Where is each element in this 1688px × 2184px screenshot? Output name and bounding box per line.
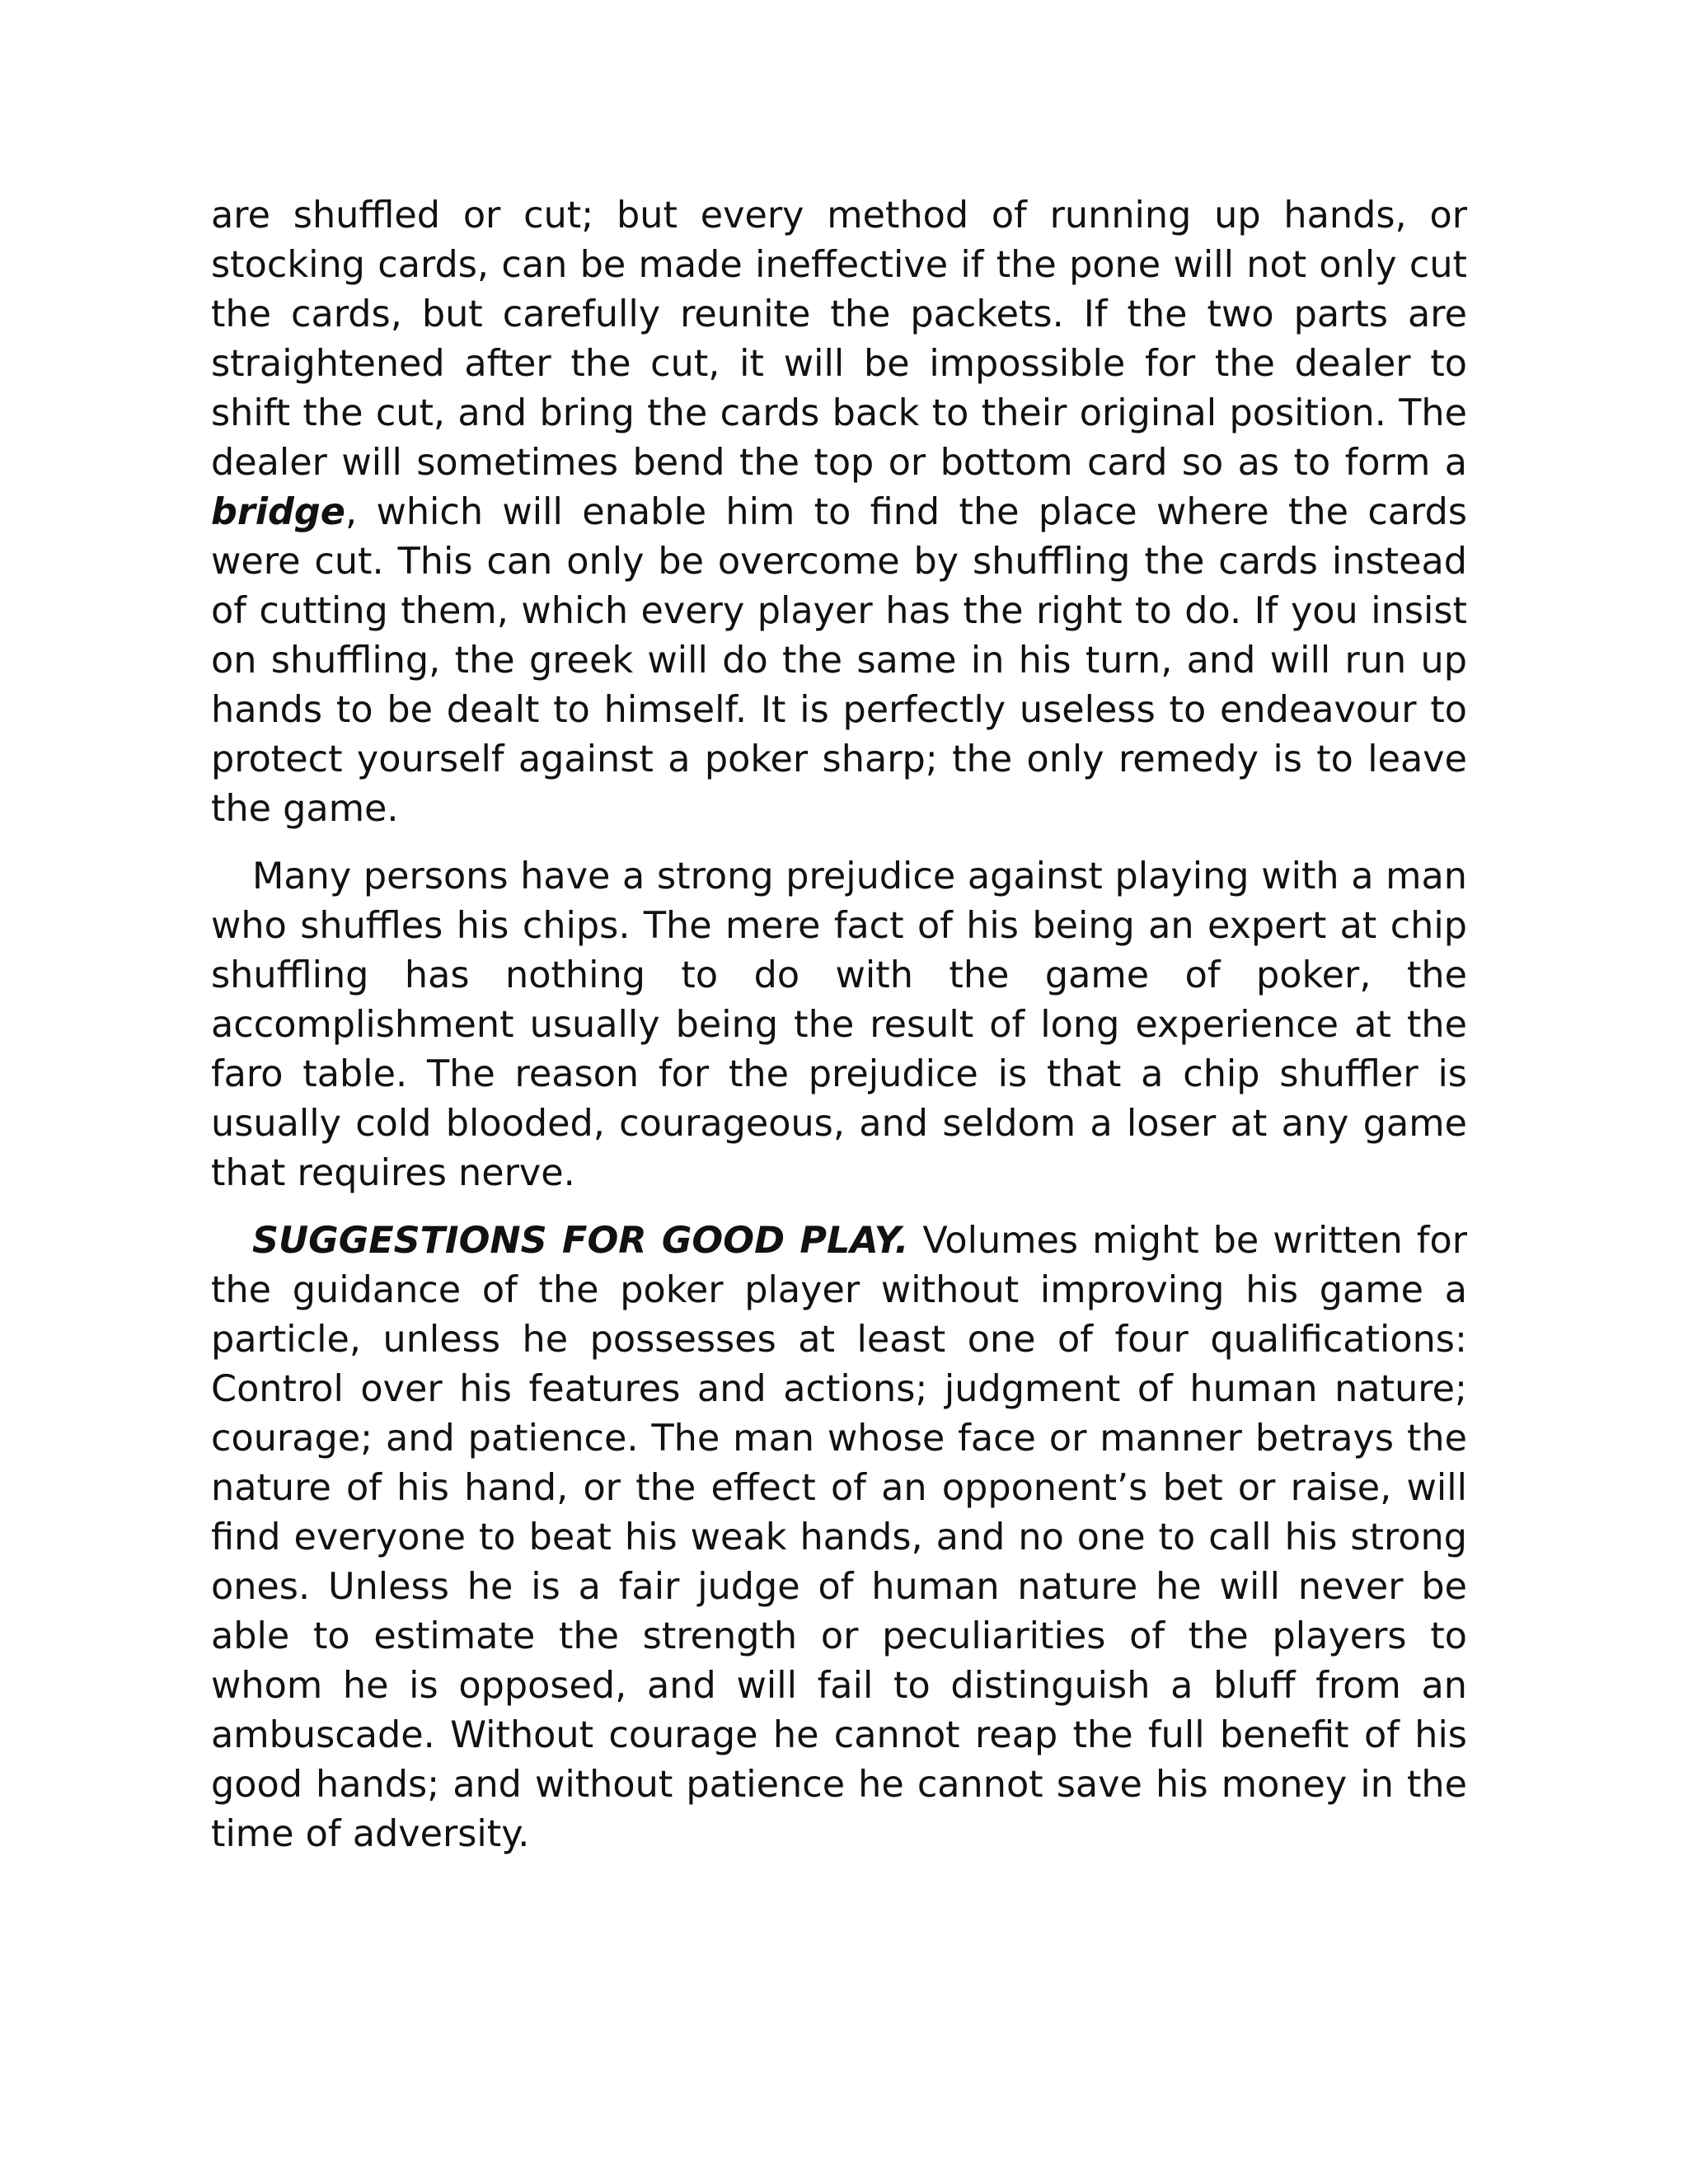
emphasized-term-bridge: bridge xyxy=(211,491,345,533)
paragraph-1-text-a: are shuffled or cut; but every method of running up hands, or stocking cards, can be made ineffective if the pone will not only cut the cards, but carefully reunite the packets. If the two parts are straightened after the cut, it will be impossible for the dealer to shift the cut, and bring the cards back to their original position. The dealer will sometimes bend the top or bottom card so as to form a xyxy=(211,194,1467,484)
paragraph-3 xyxy=(211,1216,1467,1859)
body-text xyxy=(211,191,1467,1859)
paragraph-1-text-b: , which will enable him to find the place where the cards were cut. This can only be overcome by shuffling the cards instead of cutting them, which every player has the right to do. If you insist on shuffling, the greek will do the same in his turn, and will run up hands to be dealt to himself. It is perfectly useless to endeavour to protect yourself against a poker sharp; the only remedy is to leave the game. xyxy=(211,491,1467,830)
paragraph-2 xyxy=(211,852,1467,1198)
paragraph-3-text: Volumes might be written for the guidance of the poker player without improving his game a particle, unless he possesses at least one of four qualifications: Control over his features and actions; judgment of human nature; courage; and patience. The man whose face or manner betrays the nature of his hand, or the effect of an opponent’s bet or raise, will find everyone to beat his weak hands, and no one to call his strong ones. Unless he is a fair judge of human nature he will never be able to estimate the strength or peculiarities of the players to whom he is opposed, and will fail to distinguish a bluff from an ambuscade. Without courage he cannot reap the full benefit of his good hands; and without patience he cannot save his money in the time of adversity. xyxy=(211,1220,1467,1855)
paragraph-2-text: Many persons have a strong prejudice against playing with a man who shuffles his chips. The mere fact of his being an expert at chip shuffling has nothing to do with the game of poker, the accomplishment usually being the result of long experience at the faro table. The reason for the prejudice is that a chip shuffler is usually cold blooded, courageous, and seldom a loser at any game that requires nerve. xyxy=(211,855,1467,1194)
paragraph-1 xyxy=(211,191,1467,834)
section-heading-suggestions: SUGGESTIONS FOR GOOD PLAY. xyxy=(252,1220,909,1262)
